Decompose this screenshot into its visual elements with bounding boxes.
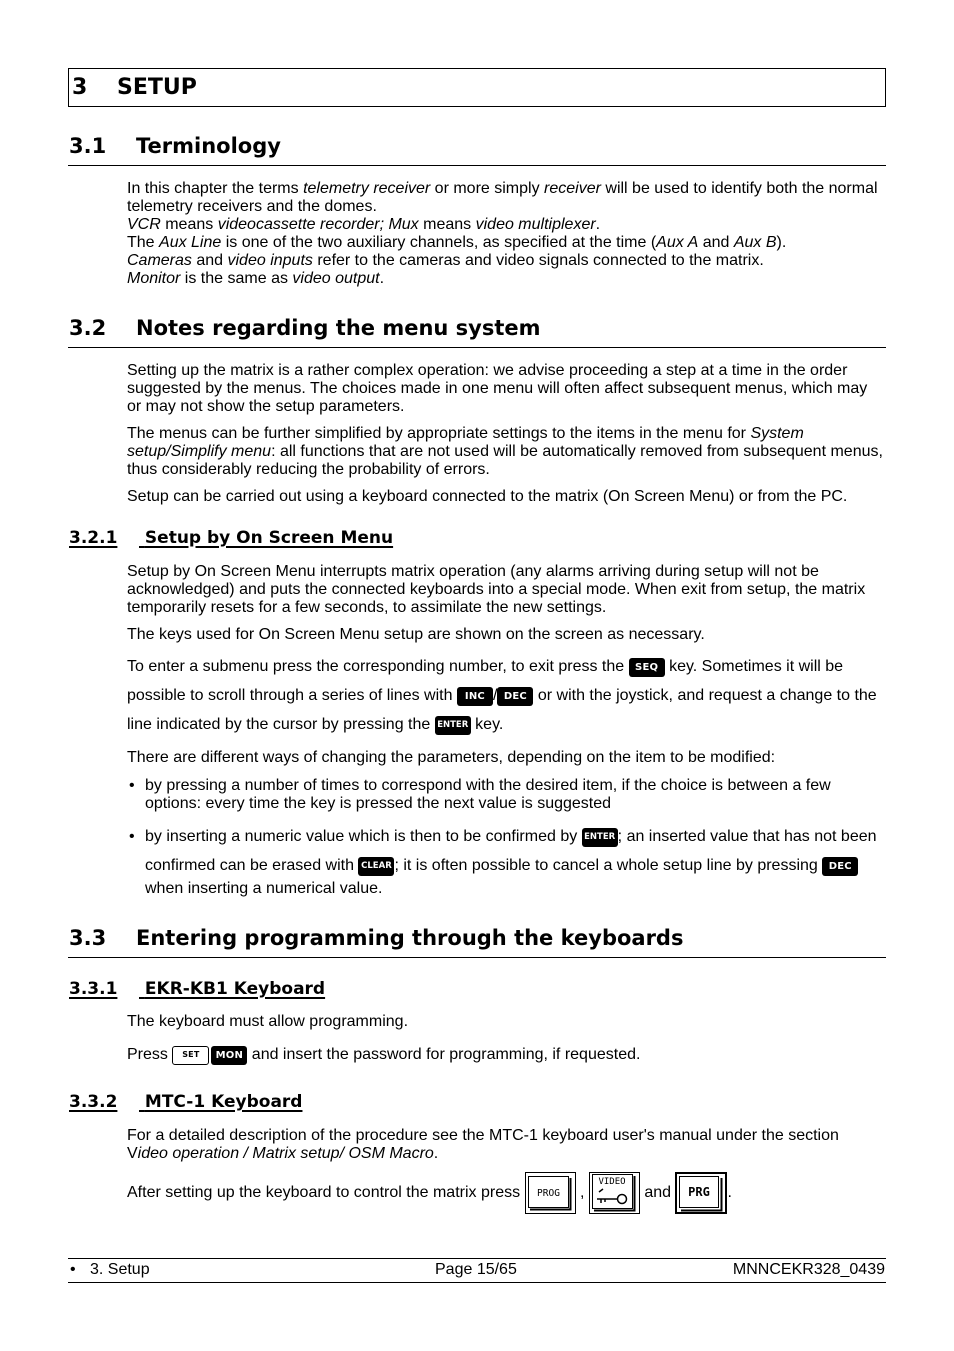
text-run: The (127, 234, 160, 251)
terminology-line (127, 180, 878, 198)
osm-setup-line (127, 715, 503, 735)
text-run: or more simply (430, 180, 545, 197)
prg-key-icon (675, 1172, 727, 1214)
terminology-line (127, 234, 786, 252)
bullet-line (129, 827, 877, 847)
menu-notes-line (127, 380, 867, 398)
osm-setup-line (127, 626, 705, 644)
footer-bottom-rule (68, 1282, 886, 1283)
text-run: when inserting a numerical value. (145, 880, 383, 897)
bullet-line (145, 856, 858, 876)
text-run: is one of the two auxiliary channels, as specified at the time ( (221, 234, 657, 251)
menu-notes-line (127, 443, 883, 461)
text-run: . (727, 1184, 732, 1201)
key-label: PRG (688, 1185, 711, 1199)
terminology-line (127, 216, 600, 234)
footer-bullet: • (70, 1261, 76, 1278)
text-run: key. Sometimes it will be (664, 658, 844, 675)
menu-notes-line (127, 461, 490, 479)
chapter-number: 3 (72, 75, 88, 100)
text-run: thus considerably reducing the probability of errors. (127, 461, 490, 478)
text-run: means (418, 216, 476, 233)
seq-key-icon: SEQ (629, 658, 665, 677)
mtc1-line (127, 1127, 839, 1145)
text-run: In this chapter the terms (127, 180, 304, 197)
italic-term: video inputs (227, 252, 313, 269)
text-run: V (127, 1145, 138, 1162)
bullet-line (145, 795, 611, 813)
section-title: Entering programming through the keyboards (136, 926, 684, 950)
key-label: PROG (536, 1188, 560, 1199)
menu-notes-line (127, 425, 804, 443)
italic-term: video multiplexer (475, 216, 596, 233)
text-run: or may not show the setup parameters. (127, 398, 405, 415)
italic-term: System (750, 425, 804, 442)
subsection-number: 3.3.1 (69, 979, 118, 999)
text-run: by inserting a numeric value which is then to be confirmed by (145, 828, 582, 845)
subsection-title: MTC-1 Keyboard (144, 1092, 303, 1112)
osm-setup-line (127, 599, 606, 617)
mtc1-line (127, 1145, 438, 1163)
section-title: Terminology (136, 134, 281, 158)
ekr-kb1-line (127, 1013, 408, 1031)
text-run: key. (470, 716, 504, 733)
video-key-icon (589, 1172, 640, 1214)
section-number: 3.1 (69, 134, 107, 158)
section-rule (68, 347, 886, 348)
italic-term: video output (292, 270, 380, 287)
text-run: suggested by the menus. The choices made in one menu will often affect subsequent menus, which may (127, 380, 868, 397)
osm-setup-line (127, 563, 819, 581)
footer-section: 3. Setup (90, 1261, 150, 1278)
italic-term: receiver (544, 180, 601, 197)
bullet-marker: • (129, 777, 135, 794)
dec-key-icon: DEC (822, 857, 858, 876)
text-run: ; an inserted value that has not been (617, 828, 877, 845)
italic-term: setup/Simplify menu (127, 443, 272, 460)
bullet-line (129, 777, 831, 795)
bullet-marker: • (129, 828, 135, 845)
subsection-heading-mtc1 (0, 1092, 954, 1112)
text-run: After setting up the keyboard to control the matrix press (127, 1184, 525, 1201)
text-run: . (379, 270, 385, 287)
section-title: Notes regarding the menu system (136, 316, 541, 340)
text-run: The menus can be further simplified by appropriate settings to the items in the menu for (127, 425, 751, 442)
ekr-kb1-line (127, 1045, 640, 1065)
text-run: To enter a submenu press the corresponding number, to exit press the (127, 658, 629, 675)
italic-term: Aux Line (159, 234, 222, 251)
set-key-icon: SET (172, 1046, 209, 1065)
text-run: options: every time the key is pressed the next value is suggested (145, 795, 612, 812)
enter-key-icon: ENTER (582, 828, 618, 847)
section-number: 3.2 (69, 316, 107, 340)
text-run: Setup can be carried out using a keyboard connected to the matrix (On Screen Menu) or from the PC. (127, 488, 848, 505)
menu-notes-line (127, 398, 404, 416)
mon-key-icon: MON (211, 1046, 247, 1065)
terminology-line (127, 252, 764, 270)
italic-term: Monitor (127, 270, 181, 287)
osm-setup-line (127, 749, 775, 767)
footer-top-rule (68, 1258, 886, 1259)
text-run: line indicated by the cursor by pressing the (127, 716, 435, 733)
menu-notes-line (127, 362, 847, 380)
section-heading-programming (0, 926, 954, 951)
italic-term: Aux A (656, 234, 699, 251)
text-run: Press (127, 1046, 173, 1063)
text-run: Setting up the matrix is a rather complex operation: we advise proceeding a step at a time in the order (127, 362, 848, 379)
text-run: There are different ways of changing the parameters, depending on the item to be modified: (127, 749, 776, 766)
text-run: will be used to identify both the normal (600, 180, 878, 197)
text-run: . (595, 216, 601, 233)
subsection-title: Setup by On Screen Menu (144, 528, 394, 548)
subsection-heading-osm-setup (0, 528, 954, 548)
text-run: means (160, 216, 218, 233)
italic-term: Aux B (733, 234, 777, 251)
text-run: telemetry receivers and the domes. (127, 198, 377, 215)
text-run: ). (776, 234, 787, 251)
chapter-title: SETUP (117, 75, 197, 100)
text-run: and (639, 1184, 676, 1201)
text-run: refer to the cameras and video signals connected to the matrix. (312, 252, 764, 269)
text-run: , (575, 1184, 589, 1201)
chapter-heading-box (68, 68, 886, 107)
subsection-number: 3.2.1 (69, 528, 118, 548)
prog-key-icon (525, 1172, 576, 1214)
inc-key-icon: INC (457, 687, 493, 706)
clear-key-icon: CLEAR (358, 857, 394, 876)
osm-setup-line (127, 686, 877, 706)
bullet-line (145, 880, 382, 898)
text-run: confirmed can be erased with (145, 857, 359, 874)
text-run: acknowledged) and puts the connected keyboards into a special mode. When exit from setup, the matrix (127, 581, 866, 598)
italic-term: VCR (127, 216, 161, 233)
text-run: For a detailed description of the procedure see the MTC-1 keyboard user's manual under the section (127, 1127, 839, 1144)
text-run: temporarily resets for a few seconds, to assimilate the new settings. (127, 599, 607, 616)
osm-setup-line (127, 657, 843, 677)
menu-notes-line (127, 488, 847, 506)
section-rule (68, 957, 886, 958)
text-run: The keys used for On Screen Menu setup are shown on the screen as necessary. (127, 626, 705, 643)
text-run: / (492, 687, 498, 704)
enter-key-icon: ENTER (435, 716, 471, 735)
text-run: and (698, 234, 734, 251)
italic-term: ideo operation / Matrix setup/ OSM Macro (137, 1145, 434, 1162)
text-run: : all functions that are not used will be automatically removed from subsequent menus, (271, 443, 883, 460)
subsection-number: 3.3.2 (69, 1092, 118, 1112)
text-run: ; it is often possible to cancel a whole setup line by pressing (394, 857, 823, 874)
text-run: and insert the password for programming, if requested. (247, 1046, 641, 1063)
section-heading-menu-notes (0, 316, 954, 341)
italic-term: Cameras (127, 252, 192, 269)
italic-term: videocassette recorder; Mux (217, 216, 419, 233)
section-number: 3.3 (69, 926, 107, 950)
section-heading-terminology (0, 134, 954, 159)
text-run: possible to scroll through a series of lines with (127, 687, 457, 704)
key-label: VIDEO (598, 1177, 626, 1187)
text-run: or with the joystick, and request a change to the (533, 687, 877, 704)
subsection-title: EKR-KB1 Keyboard (144, 979, 326, 999)
osm-setup-line (127, 581, 865, 599)
text-run: Setup by On Screen Menu interrupts matrix operation (any alarms arriving during setup will not be (127, 563, 819, 580)
terminology-line (127, 270, 384, 288)
footer-page-number: Page 15/65 (435, 1261, 517, 1278)
text-run: . (433, 1145, 439, 1162)
mtc1-line (127, 1172, 732, 1214)
footer-doc-code: MNNCEKR328_0439 (732, 1261, 885, 1278)
text-run: and (191, 252, 228, 269)
italic-term: telemetry receiver (303, 180, 431, 197)
terminology-line (127, 198, 377, 216)
text-run: is the same as (180, 270, 293, 287)
text-run: The keyboard must allow programming. (127, 1013, 409, 1030)
text-run: by pressing a number of times to correspond with the desired item, if the choice is between a few (145, 777, 831, 794)
subsection-heading-ekr-kb1 (0, 979, 954, 999)
section-rule (68, 165, 886, 166)
dec-key-icon: DEC (497, 687, 533, 706)
